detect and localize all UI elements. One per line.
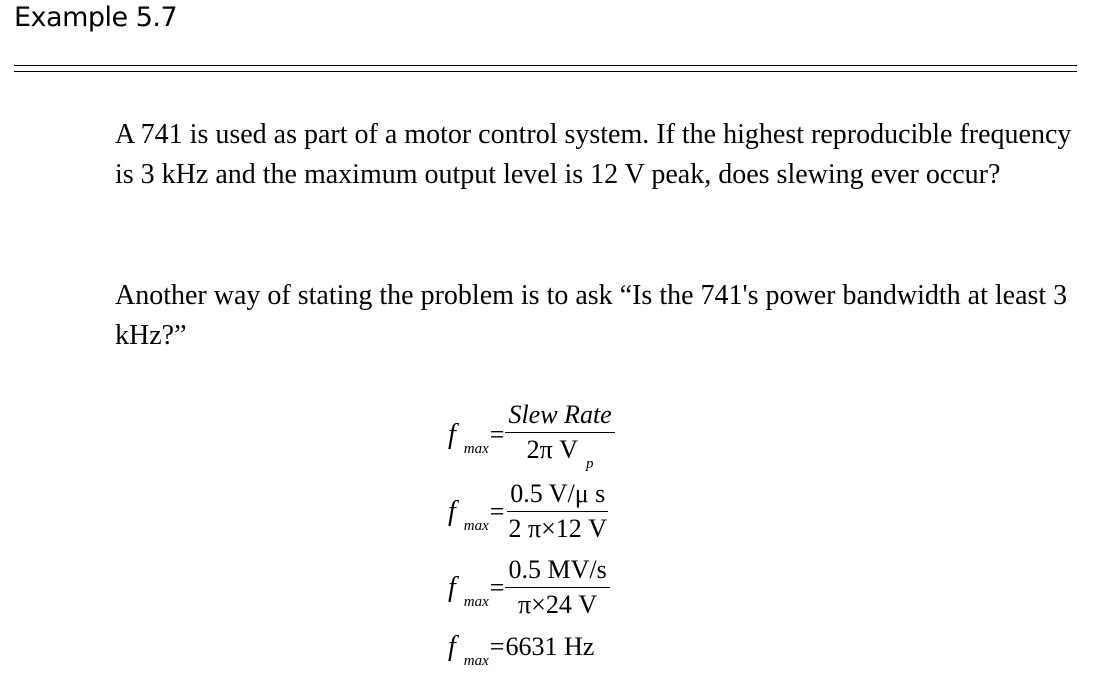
problem-restatement: Another way of stating the problem is to ask “Is the 741's power bandwidth at least 3 kHz?”: [115, 280, 1068, 351]
numerator: Slew Rate: [505, 398, 614, 433]
equation-3: [448, 553, 610, 622]
equals-sign: =: [489, 419, 505, 449]
fraction: [505, 398, 614, 471]
numerator: 0.5 V/μ s: [507, 477, 608, 512]
problem-statement: A 741 is used as part of a motor control system. If the highest reproducible frequency is 3 kHz and the maximum output level is 12 V peak, does slewing ever occur?: [115, 119, 1072, 190]
equals-sign: =: [489, 632, 505, 661]
denominator: π×24 V: [518, 590, 598, 619]
equals-sign: =: [489, 572, 505, 602]
denominator: 2 π×12 V: [508, 514, 608, 543]
equation-lhs: f max: [448, 571, 489, 610]
equation-4: [448, 630, 595, 669]
numerator: 0.5 MV/s: [505, 553, 609, 588]
fraction: [505, 553, 609, 622]
example-title: Example 5.7: [14, 2, 178, 33]
equation-lhs: f max: [448, 418, 489, 457]
top-divider: [14, 65, 1077, 66]
denominator: 2π V $_p$: [526, 435, 594, 472]
fraction: [505, 477, 610, 546]
equation-lhs: f max: [448, 495, 489, 534]
equation-lhs: f max: [448, 631, 489, 669]
equation-2: [448, 477, 610, 546]
result-value: 6631 Hz: [505, 632, 595, 661]
equals-sign: =: [489, 496, 505, 526]
bottom-divider: [14, 71, 1077, 72]
equation-1: [448, 398, 615, 471]
